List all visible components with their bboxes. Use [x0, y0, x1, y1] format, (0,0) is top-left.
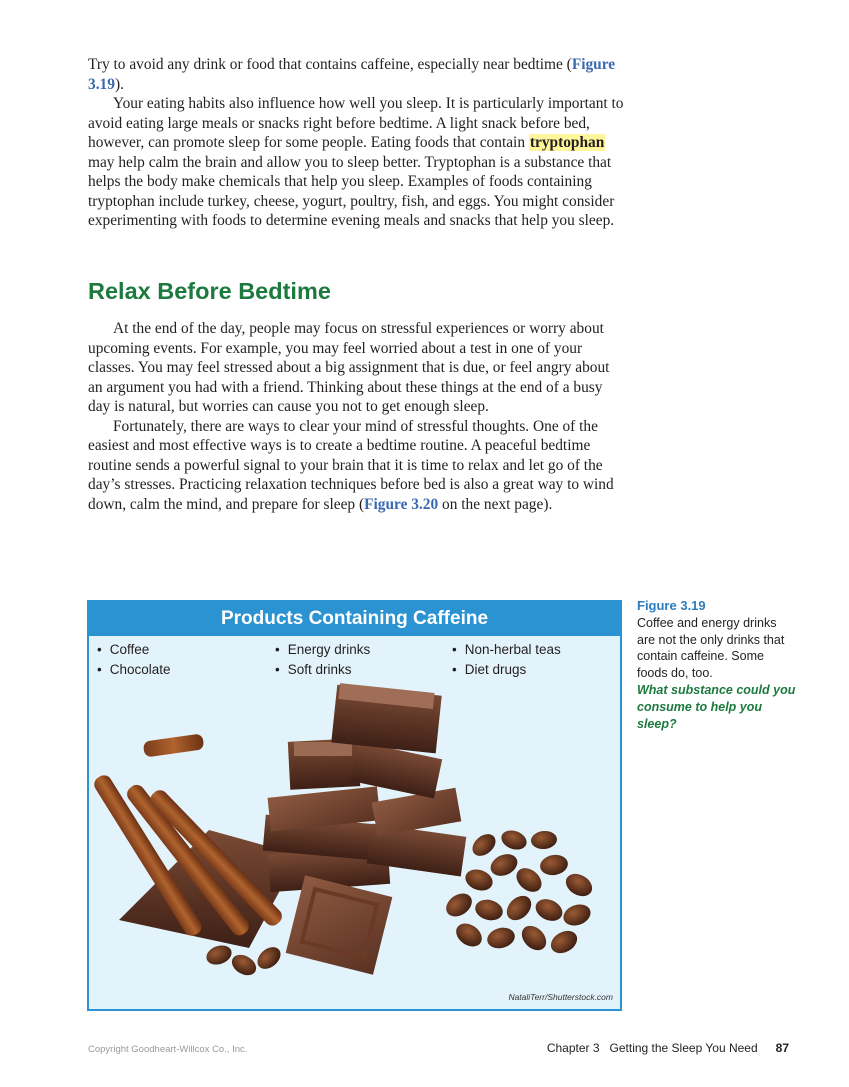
list-item: • Energy drinks	[275, 640, 370, 660]
paragraph: Your eating habits also influence how well you sleep. It is particularly important to avoid eating large meals or snacks right before bedtime. A light snack before bed, however, can promote sleep for some people. Eating foods that contain tryptophan may help calm the brain and allow you to sleep better. Tryptophan is a substance that helps the body make chemicals that help you sleep. Examples of foods containing tryptophan include turkey, cheese, yogurt, poultry, fish, and eggs. You might consider experimenting with foods to determine evening meals and snacks that help you sleep.	[88, 95, 624, 229]
list-item: • Soft drinks	[275, 660, 370, 680]
relax-text-block	[88, 319, 624, 514]
caption-question: What substance could you consume to help you sleep?	[637, 682, 796, 731]
intro-text-block	[88, 55, 624, 231]
bullet-list	[275, 640, 370, 680]
bullet-list	[452, 640, 561, 680]
copyright: Copyright Goodheart-Willcox Co., Inc.	[88, 1044, 248, 1055]
list-item: • Non-herbal teas	[452, 640, 561, 660]
paragraph: Fortunately, there are ways to clear your mind of stressful thoughts. One of the easiest and most effective ways is to create a bedtime routine. A peaceful bedtime routine sends a powerful signal to your brain that it is time to relax and let go of the day’s stresses. Practicing relaxation techniques before bed is also a great way to wind down, calm the mind, and prepare for sleep (Figure 3.20 on the next page).	[88, 417, 614, 513]
caption-label: Figure 3.19	[637, 598, 706, 613]
cinnamon-sticks	[91, 733, 285, 938]
figure-3-19	[87, 600, 622, 1011]
bullet-list	[97, 640, 171, 680]
paragraph: Try to avoid any drink or food that contains caffeine, especially near bedtime (Figure 3.19).	[88, 56, 616, 93]
list-item: • Diet drugs	[452, 660, 561, 680]
running-footer	[547, 1041, 789, 1055]
chapter-title: Getting the Sleep You Need	[609, 1041, 758, 1055]
figure-3-19-link[interactable]: Figure 3.19	[88, 56, 616, 93]
section-heading: Relax Before Bedtime	[88, 278, 331, 304]
caption-text: Coffee and energy drinks are not the only drinks that contain caffeine. Some foods do, too.	[637, 615, 785, 681]
chocolate-stack	[263, 683, 467, 975]
chocolate-coffee-photo	[89, 680, 620, 980]
figure-title: Products Containing Caffeine	[89, 602, 620, 636]
page-number: 87	[775, 1041, 789, 1055]
chapter-label: Chapter 3	[546, 1041, 600, 1055]
figure-caption	[637, 598, 797, 732]
paragraph: At the end of the day, people may focus on stressful experiences or worry about upcoming events. For example, you may feel worried about a test in one of your classes. You may feel stressed about a big assignment that is due, or feel angry about an argument you had with a friend. Thinking about these things at the end of a busy day is natural, but worries can cause you not to get enough sleep.	[88, 320, 610, 415]
key-term-tryptophan[interactable]: tryptophan	[529, 134, 605, 151]
list-item: • Chocolate	[97, 660, 171, 680]
figure-3-20-link[interactable]: Figure 3.20	[364, 495, 439, 513]
photo-credit: NataliTerr/Shutterstock.com	[508, 992, 613, 1002]
list-item: • Coffee	[97, 640, 171, 660]
